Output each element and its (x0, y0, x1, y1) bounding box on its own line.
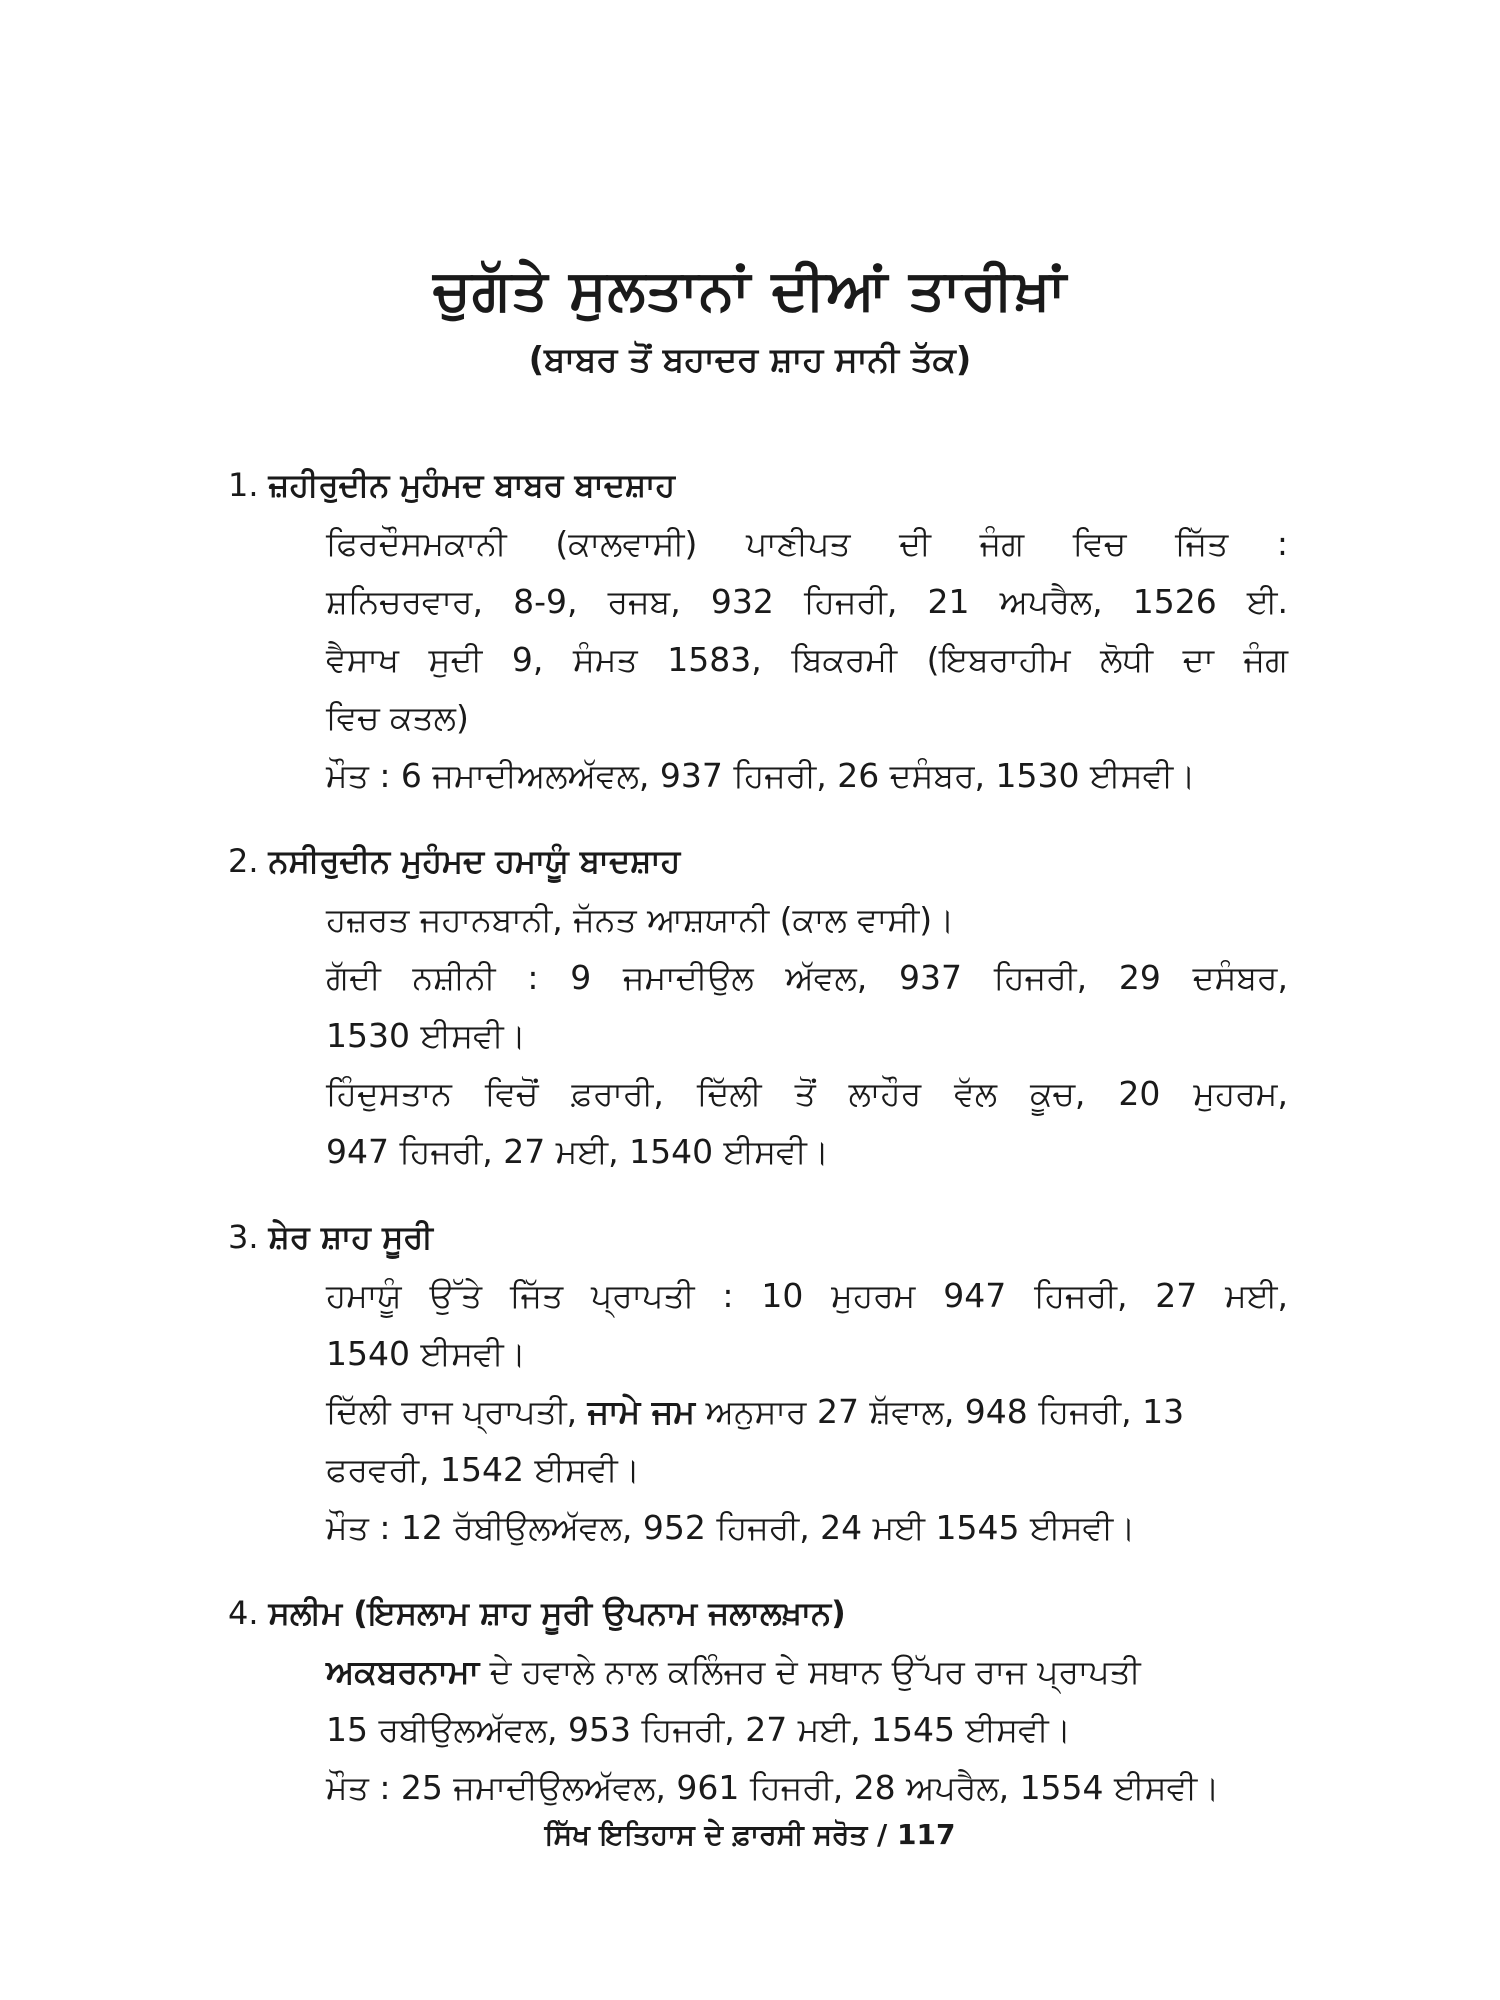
text-line: ਹਿੰਦੁਸਤਾਨ ਵਿਚੋਂ ਫ਼ਰਾਰੀ, ਦਿੱਲੀ ਤੋਂ ਲਾਹੌਰ ਵੱਲ ਕੂਚ, 20 ਮੁਹਰਮ, (326, 1074, 1288, 1113)
page-subtitle: (ਬਾਬਰ ਤੋਂ ਬਹਾਦਰ ਸ਼ਾਹ ਸਾਨੀ ਤੱਕ) (528, 340, 972, 380)
text-line: ਮੌਤ : 6 ਜਮਾਦੀਅਲਅੱਵਲ, 937 ਹਿਜਰੀ, 26 ਦਸੰਬਰ, 1530 ਈਸਵੀ। (326, 756, 1196, 795)
text-line: ਹਜ਼ਰਤ ਜਹਾਨਬਾਨੀ, ਜੱਨਤ ਆਸ਼ਯਾਨੀ (ਕਾਲ ਵਾਸੀ)। (326, 900, 955, 939)
section-heading (228, 1583, 1288, 1643)
section-body (228, 891, 1288, 1181)
text-line: ਫਰਵਰੀ, 1542 ਈਸਵੀ। (326, 1450, 640, 1489)
text-line: ਮੌਤ : 12 ਰੱਬੀਉਲਅੱਵਲ, 952 ਹਿਜਰੀ, 24 ਮਈ 1545 ਈਸਵੀ। (326, 1508, 1136, 1547)
page-footer: ਸਿੱਖ ਇਤਿਹਾਸ ਦੇ ਫ਼ਾਰਸੀ ਸਰੋਤ / 117 (544, 1818, 956, 1851)
text-line: ਗੱਦੀ ਨਸ਼ੀਨੀ : 9 ਜਮਾਦੀਉਲ ਅੱਵਲ, 937 ਹਿਜਰੀ, 29 ਦਸੰਬਰ, (326, 958, 1288, 997)
page-title: ਚੁਗੱਤੇ ਸੁਲਤਾਨਾਂ ਦੀਆਂ ਤਾਰੀਖ਼ਾਂ (433, 258, 1067, 323)
text-run: ਅਨੁਸਾਰ 27 ਸ਼ੱਵਾਲ, 948 ਹਿਜਰੀ, 13 (695, 1392, 1185, 1431)
section-humayun (228, 831, 1288, 1181)
text-line: ਵਿਚ ਕਤਲ) (326, 698, 469, 737)
text-line (326, 1643, 1288, 1701)
section-number: 1. (228, 466, 259, 504)
section-heading (228, 455, 1288, 515)
section-sher-shah (228, 1207, 1288, 1557)
text-line: 1530 ਈਸਵੀ। (326, 1016, 526, 1055)
section-title: ਸਲੀਮ (ਇਸਲਾਮ ਸ਼ਾਹ ਸੂਰੀ ਉਪਨਾਮ ਜਲਾਲਖ਼ਾਨ) (268, 1594, 846, 1632)
section-heading (228, 831, 1288, 891)
section-number: 3. (228, 1218, 259, 1256)
section-babur (228, 455, 1288, 805)
book-title-bold: ਅਕਬਰਨਾਮਾ (326, 1652, 480, 1691)
section-title: ਜ਼ਹੀਰੁਦੀਨ ਮੁਹੰਮਦ ਬਾਬਰ ਬਾਦਸ਼ਾਹ (268, 466, 676, 504)
section-title: ਨਸੀਰੁਦੀਨ ਮੁਹੰਮਦ ਹਮਾਯੂੰ ਬਾਦਸ਼ਾਹ (268, 842, 681, 880)
section-salim (228, 1583, 1288, 1817)
section-title: ਸ਼ੇਰ ਸ਼ਾਹ ਸੂਰੀ (268, 1218, 433, 1256)
text-line: ਹਮਾਯੂੰ ਉੱਤੇ ਜਿੱਤ ਪ੍ਰਾਪਤੀ : 10 ਮੁਹਰਮ 947 ਹਿਜਰੀ, 27 ਮਈ, (326, 1276, 1288, 1315)
text-line: 1540 ਈਸਵੀ। (326, 1334, 526, 1373)
text-line: ਮੌਤ : 25 ਜਮਾਦੀਉਲਅੱਵਲ, 961 ਹਿਜਰੀ, 28 ਅਪਰੈਲ, 1554 ਈਸਵੀ। (326, 1768, 1220, 1807)
text-run: ਦਿੱਲੀ ਰਾਜ ਪ੍ਰਾਪਤੀ, (326, 1392, 588, 1431)
text-run: ਦੇ ਹਵਾਲੇ ਨਾਲ ਕਲਿੰਜਰ ਦੇ ਸਥਾਨ ਉੱਪਰ ਰਾਜ ਪ੍ਰਾਪਤੀ (479, 1652, 1141, 1691)
text-line (326, 1383, 1288, 1441)
content (228, 455, 1288, 1843)
book-title-bold: ਜਾਮੇ ਜਮ (587, 1392, 696, 1431)
text-line: ਵੈਸਾਖ ਸੁਦੀ 9, ਸੰਮਤ 1583, ਬਿਕਰਮੀ (ਇਬਰਾਹੀਮ ਲੋਧੀ ਦਾ ਜੰਗ (326, 640, 1288, 679)
section-body (228, 515, 1288, 805)
text-line: ਫਿਰਦੌਸਮਕਾਨੀ (ਕਾਲਵਾਸੀ) ਪਾਣੀਪਤ ਦੀ ਜੰਗ ਵਿਚ ਜਿੱਤ : (326, 524, 1288, 563)
section-body (228, 1267, 1288, 1557)
section-heading (228, 1207, 1288, 1267)
text-line: 15 ਰਬੀਉਲਅੱਵਲ, 953 ਹਿਜਰੀ, 27 ਮਈ, 1545 ਈਸਵੀ। (326, 1710, 1071, 1749)
section-body (228, 1643, 1288, 1817)
text-line: ਸ਼ਨਿਚਰਵਾਰ, 8-9, ਰਜਬ, 932 ਹਿਜਰੀ, 21 ਅਪਰੈਲ, 1526 ਈ. (326, 582, 1288, 621)
section-number: 2. (228, 842, 259, 880)
section-number: 4. (228, 1594, 259, 1632)
text-line: 947 ਹਿਜਰੀ, 27 ਮਈ, 1540 ਈਸਵੀ। (326, 1132, 829, 1171)
